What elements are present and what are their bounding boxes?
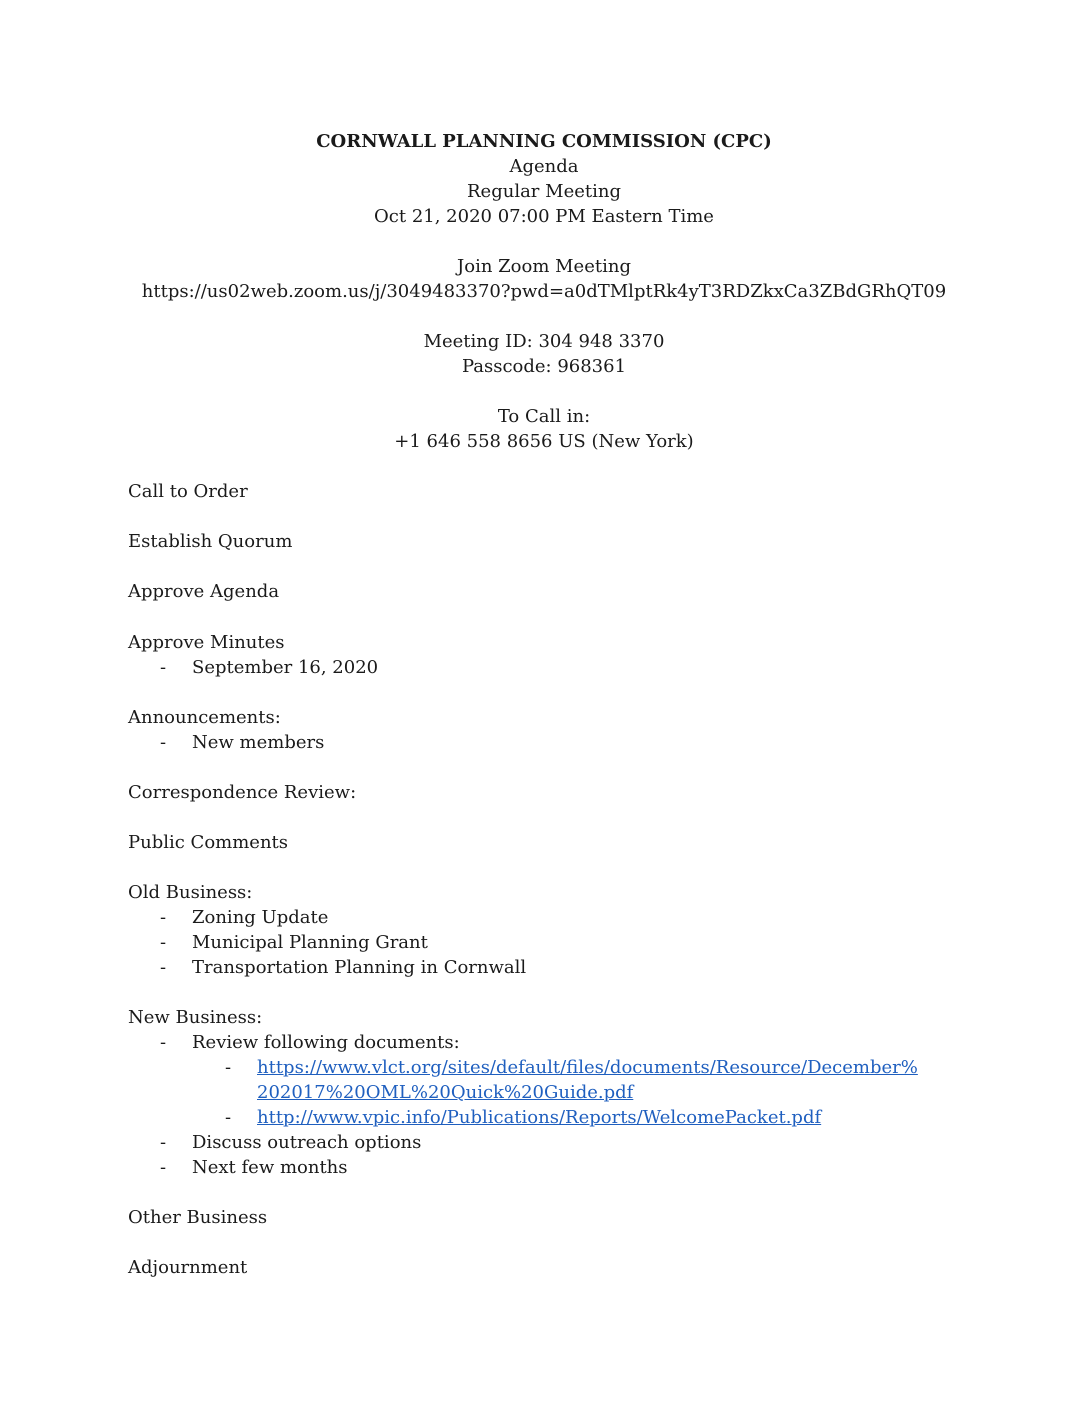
list-item-review-documents: Review following documents: bbox=[192, 1032, 460, 1053]
list-item-minutes-date: September 16, 2020 bbox=[192, 657, 379, 678]
list-item-planning-grant: Municipal Planning Grant bbox=[192, 932, 428, 953]
agenda-old-business: Old Business: bbox=[128, 882, 253, 903]
document-type: Agenda bbox=[509, 156, 579, 177]
bullet-dash: - bbox=[160, 1032, 167, 1053]
bullet-dash: - bbox=[160, 957, 167, 978]
list-item-zoning-update: Zoning Update bbox=[192, 907, 329, 928]
list-item-outreach-options: Discuss outreach options bbox=[192, 1132, 422, 1153]
vlct-oml-guide-link[interactable]: https://www.vlct.org/sites/default/files/documents/Resource/December% bbox=[257, 1057, 918, 1078]
agenda-adjournment: Adjournment bbox=[128, 1257, 248, 1278]
bullet-dash: - bbox=[160, 732, 167, 753]
bullet-dash: - bbox=[225, 1107, 232, 1128]
vlct-oml-guide-link-continued[interactable]: 202017%20OML%20Quick%20Guide.pdf bbox=[257, 1082, 634, 1103]
call-in-number: +1 646 558 8656 US (New York) bbox=[394, 431, 694, 452]
bullet-dash: - bbox=[160, 657, 167, 678]
meeting-datetime: Oct 21, 2020 07:00 PM Eastern Time bbox=[374, 206, 714, 227]
agenda-establish-quorum: Establish Quorum bbox=[128, 531, 293, 552]
document-title: CORNWALL PLANNING COMMISSION (CPC) bbox=[316, 131, 772, 152]
list-item-new-members: New members bbox=[192, 732, 325, 753]
zoom-url: https://us02web.zoom.us/j/3049483370?pwd=a0dTMlptRk4yT3RDZkxCa3ZBdGRhQT09 bbox=[141, 281, 947, 302]
agenda-announcements: Announcements: bbox=[128, 707, 281, 728]
agenda-approve-agenda: Approve Agenda bbox=[128, 581, 280, 602]
bullet-dash: - bbox=[160, 1132, 167, 1153]
passcode: Passcode: 968361 bbox=[461, 356, 627, 377]
bullet-dash: - bbox=[225, 1057, 232, 1078]
meeting-id: Meeting ID: 304 948 3370 bbox=[423, 331, 665, 352]
join-zoom-label: Join Zoom Meeting bbox=[457, 256, 631, 277]
bullet-dash: - bbox=[160, 1157, 167, 1178]
agenda-public-comments: Public Comments bbox=[128, 832, 289, 853]
agenda-call-to-order: Call to Order bbox=[128, 481, 248, 502]
agenda-approve-minutes: Approve Minutes bbox=[128, 632, 285, 653]
agenda-new-business: New Business: bbox=[128, 1007, 263, 1028]
vpic-welcome-packet-link[interactable]: http://www.vpic.info/Publications/Reports/WelcomePacket.pdf bbox=[257, 1107, 822, 1128]
agenda-correspondence-review: Correspondence Review: bbox=[128, 782, 357, 803]
agenda-other-business: Other Business bbox=[128, 1207, 268, 1228]
list-item-transportation-planning: Transportation Planning in Cornwall bbox=[192, 957, 527, 978]
call-in-label: To Call in: bbox=[497, 406, 591, 427]
list-item-next-few-months: Next few months bbox=[192, 1157, 348, 1178]
meeting-type: Regular Meeting bbox=[467, 181, 621, 202]
bullet-dash: - bbox=[160, 907, 167, 928]
bullet-dash: - bbox=[160, 932, 167, 953]
